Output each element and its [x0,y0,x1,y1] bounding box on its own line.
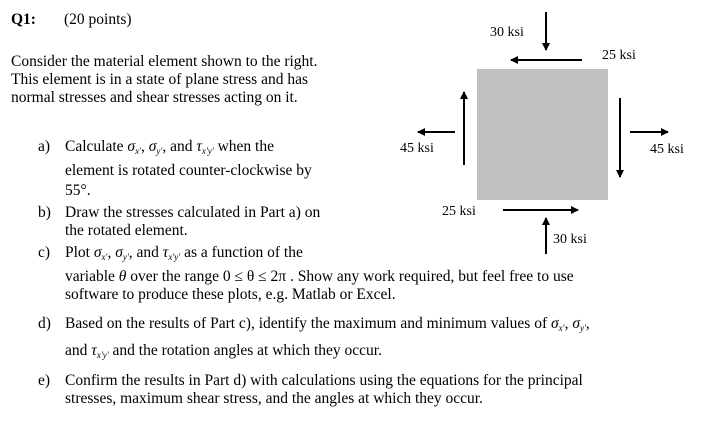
part-a-label: a) [38,138,51,155]
top-shear-label: 25 ksi [602,48,636,63]
part-c-line-2: variable θ over the range 0 ≤ θ ≤ 2π . Show any work required, but feel free to use [65,268,574,285]
intro-line-3: normal stresses and shear stresses acting on it. [11,89,298,106]
question-number: Q1: [11,11,36,28]
question-points: (20 points) [64,11,132,28]
part-c-line-3: software to produce these plots, e.g. Matlab or Excel. [65,286,396,303]
bottom-shear-label: 25 ksi [442,204,476,219]
top-normal-label: 30 ksi [490,25,524,40]
part-b-line-2: the rotated element. [65,222,188,239]
part-e-line-1: Confirm the results in Part d) with calculations using the equations for the principal [65,372,583,389]
part-a-line-3: 55°. [65,182,91,199]
part-a-line-2: element is rotated counter-clockwise by [65,162,312,179]
intro-line-2: This element is in a state of plane stress and has [11,71,309,88]
left-normal-label: 45 ksi [400,141,434,156]
part-c-label: c) [38,244,51,261]
part-d-line-1: Based on the results of Part c), identify the maximum and minimum values of $\sigma_{x'}$, $\sigma_{y'}$, [65,315,590,333]
part-a-line-1: Calculate $\sigma_{x'}$, $\sigma_{y'}$, and $\tau_{x'y'}$ when the [65,138,274,156]
stress-element-square [477,69,608,200]
right-normal-label: 45 ksi [650,142,684,157]
part-b-line-1: Draw the stresses calculated in Part a) on [65,204,321,221]
part-e-label: e) [38,372,51,389]
part-d-label: d) [38,315,51,332]
bottom-normal-label: 30 ksi [553,232,587,247]
part-d-line-2: and $\tau_{x'y'}$ and the rotation angles at which they occur. [65,342,382,360]
intro-line-1: Consider the material element shown to the right. [11,53,318,70]
part-c-line-1: Plot $\sigma_{x'}$, $\sigma_{y'}$, and $\tau_{x'y'}$ as a function of the [65,244,303,262]
part-b-label: b) [38,204,51,221]
part-e-line-2: stresses, maximum shear stress, and the angles at which they occur. [65,390,483,407]
